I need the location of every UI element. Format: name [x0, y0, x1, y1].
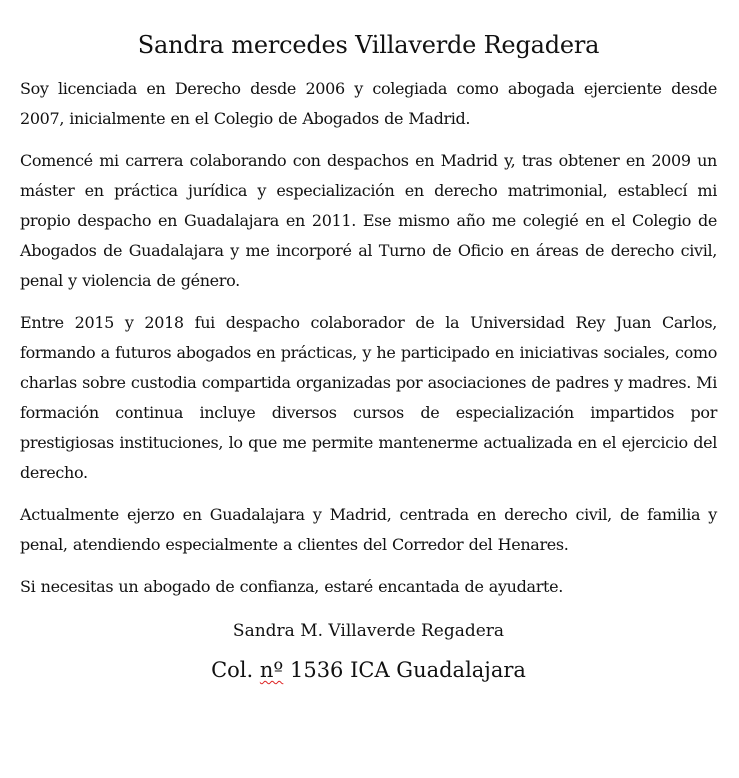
paragraph-2-text: Comencé mi carrera colaborando con despachos en Madrid y, tras obtener en 2009 un máster en práctica jurídica y especialización en derecho matrimonial, establecí mi propio despacho en Guadalajara en 2011. Ese mismo año me colegié en el Colegio de Abogados de Guadalajara y me incorporé al Turno de Oficio en áreas de derecho civil, penal y violencia de género. — [20, 151, 717, 290]
document-title: Sandra mercedes Villaverde Regadera — [137, 31, 600, 59]
paragraph-2[interactable] — [20, 146, 717, 296]
colegiado-suffix: 1536 ICA Guadalajara — [289, 658, 526, 682]
colegiado-prefix: Col. — [211, 658, 254, 682]
paragraph-5: Si necesitas un abogado de confianza, estaré encantada de ayudarte. — [20, 577, 563, 596]
paragraph-3: Entre 2015 y 2018 fui despacho colaborador de la Universidad Rey Juan Carlos, formando a futuros abogados en prácticas, y he participado en iniciativas sociales, como charlas sobre custodia compartida organizadas por asociaciones de padres y madres. Mi formación continua incluye diversos cursos de especialización impartidos por prestigiosas instituciones, lo que me permite mantenerme actualizada en el ejercicio del derecho. — [20, 313, 717, 482]
colegiado-number — [20, 654, 717, 686]
paragraph-4: Actualmente ejerzo en Guadalajara y Madrid, centrada en derecho civil, de familia y penal, atendiendo especialmente a clientes del Corredor del Henares. — [20, 505, 717, 554]
signature-name: Sandra M. Villaverde Regadera — [232, 621, 505, 641]
paragraph-1: Soy licenciada en Derecho desde 2006 y colegiada como abogada ejerciente desde 2007, inicialmente en el Colegio de Abogados de Madrid. — [20, 79, 717, 128]
spellcheck-marked-word[interactable]: nº — [259, 658, 284, 682]
